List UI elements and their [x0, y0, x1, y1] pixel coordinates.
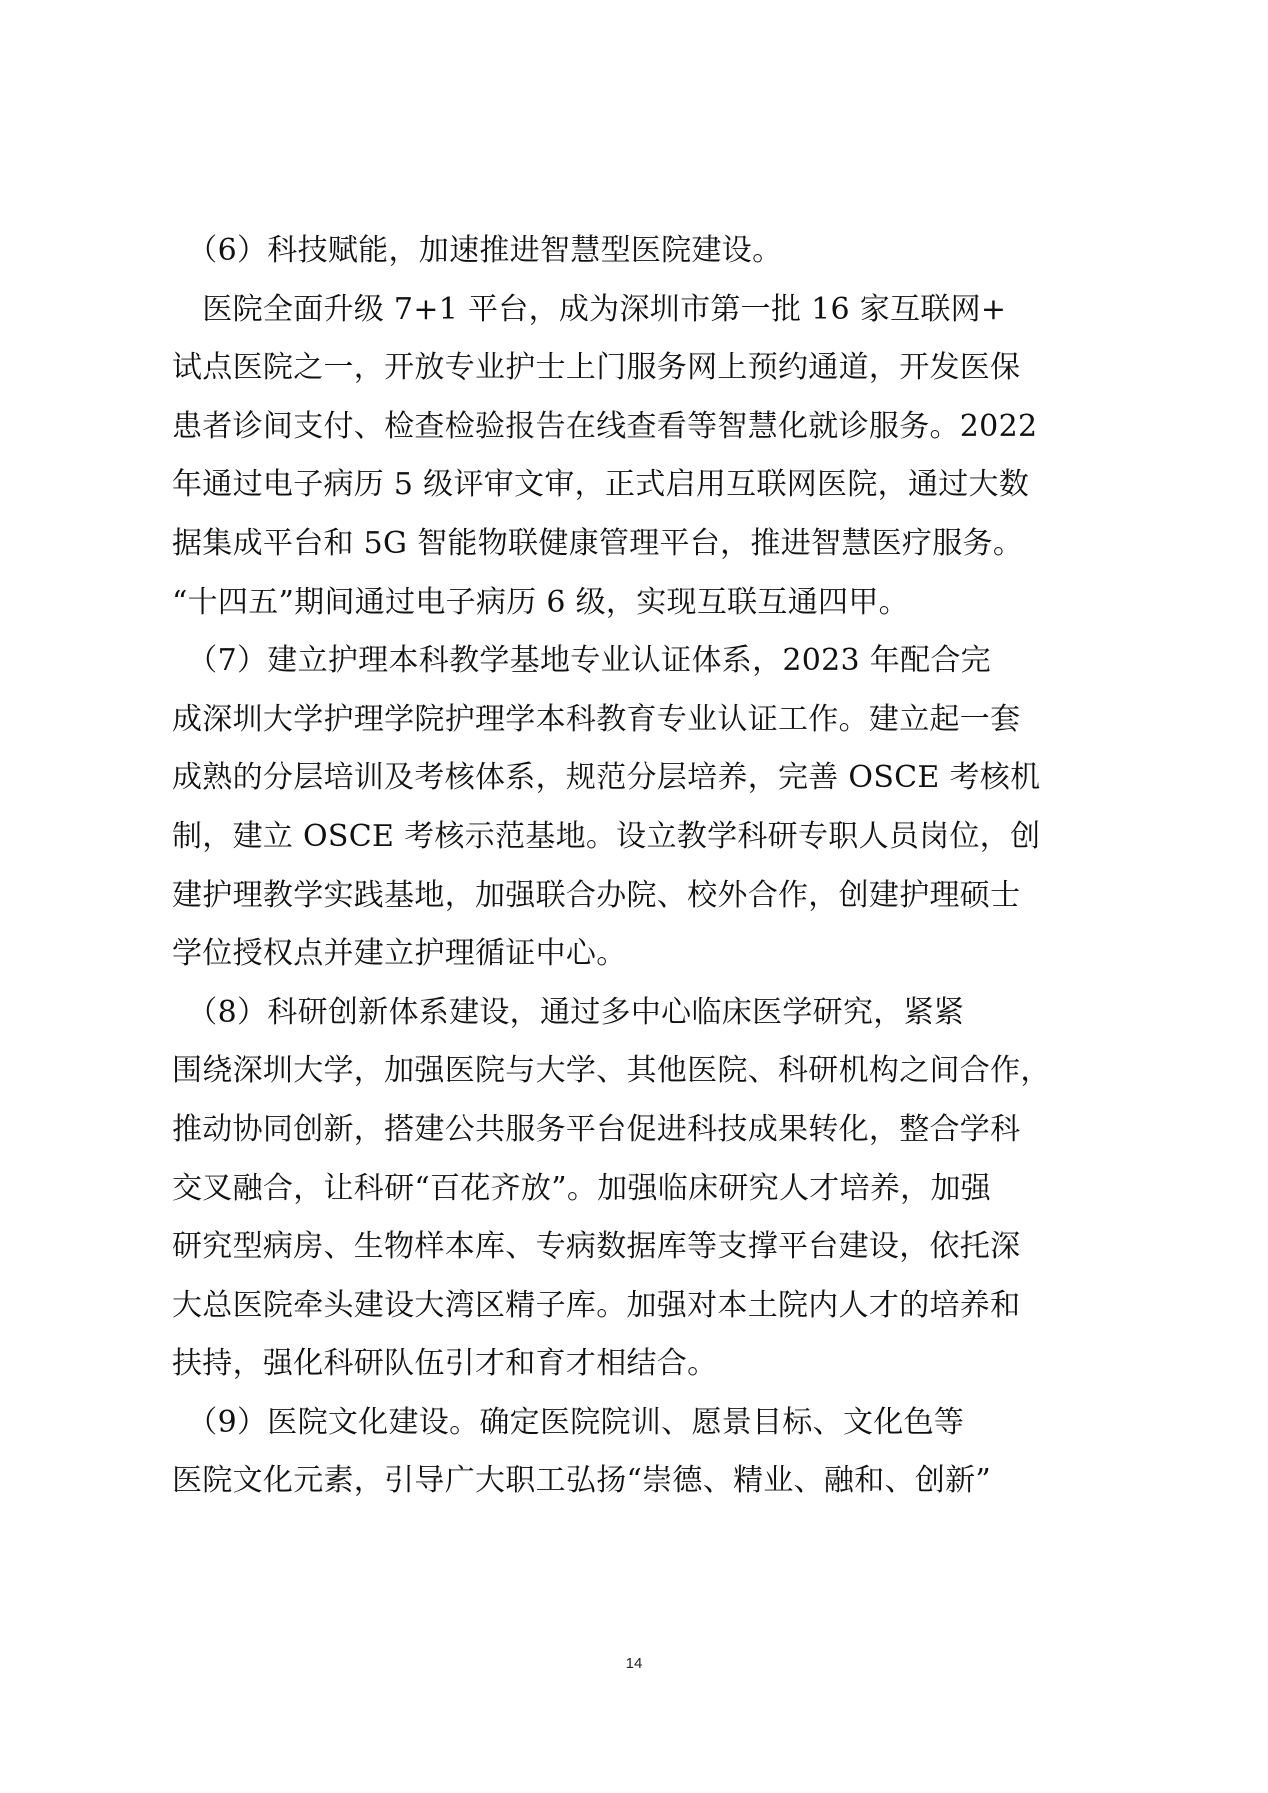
text-line: “十四五”期间通过电子病历 6 级，实现互联互通四甲。 [172, 584, 909, 620]
text-line: （6）科技赋能，加速推进智慧型医院建设。 [172, 233, 783, 268]
text-line: （8）科研创新体系建设，通过多中心临床医学研究，紧紧 [172, 994, 965, 1030]
page-number: 14 [625, 1655, 643, 1672]
text-line: 据集成平台和 5G 智能物联健康管理平台，推进智慧医疗服务。 [172, 525, 1024, 561]
text-line: 交叉融合，让科研“百花齐放”。加强临床研究人才培养，加强 [172, 1170, 992, 1206]
text-line: 扶持，强化科研队伍引才和育才相结合。 [172, 1346, 718, 1382]
text-line: 年通过电子病历 5 级评审文审，正式启用互联网医院，通过大数 [172, 467, 1030, 503]
text-line: 医院全面升级 7+1 平台，成为深圳市第一批 16 家互联网+ [172, 291, 1007, 327]
body-text [172, 222, 1102, 1511]
text-line: 建护理教学实践基地，加强联合办院、校外合作，创建护理硕士 [172, 877, 1021, 913]
text-line: 试点医院之一，开放专业护士上门服务网上预约通道，开发医保 [172, 350, 1021, 386]
text-line: 围绕深圳大学，加强医院与大学、其他医院、科研机构之间合作， [172, 1053, 1051, 1089]
text-line: 学位授权点并建立护理循证中心。 [172, 936, 627, 972]
text-line: （9）医院文化建设。确定医院院训、愿景目标、文化色等 [172, 1404, 965, 1440]
text-line: 成深圳大学护理学院护理学本科教育专业认证工作。建立起一套 [172, 701, 1021, 737]
text-line: 成熟的分层培训及考核体系，规范分层培养，完善 OSCE 考核机 [172, 760, 1041, 796]
text-line: 研究型病房、生物样本库、专病数据库等支撑平台建设，依托深 [172, 1229, 1021, 1265]
text-line: 大总医院牵头建设大湾区精子库。加强对本土院内人才的培养和 [172, 1287, 1021, 1323]
text-line: 患者诊间支付、检查检验报告在线查看等智慧化就诊服务。2022 [172, 408, 1038, 444]
text-line: 制，建立 OSCE 考核示范基地。设立教学科研专职人员岗位，创 [172, 818, 1041, 854]
text-line: （7）建立护理本科教学基地专业认证体系，2023 年配合完 [172, 643, 991, 679]
text-line: 推动协同创新，搭建公共服务平台促进科技成果转化，整合学科 [172, 1111, 1021, 1147]
text-line: 医院文化元素，引导广大职工弘扬“崇德、精业、融和、创新” [172, 1463, 992, 1499]
